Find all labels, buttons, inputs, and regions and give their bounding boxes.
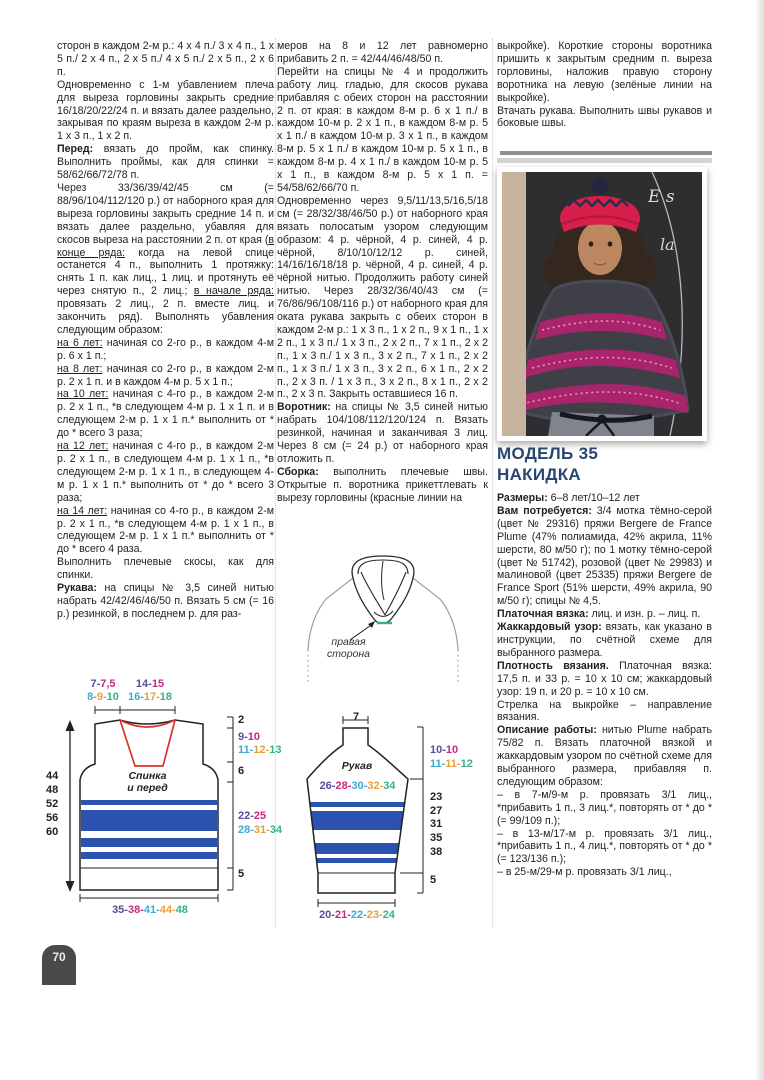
photo-content	[502, 172, 702, 436]
model-heading	[497, 444, 712, 485]
paragraph: Одновременно через 9,5/11/13,5/16,5/18 см (= 28/32/38/46/50 р.) от наборного края вязать полосатым узором следующим образом: 4 р. чёрной, 4 р. синей, 4 р. чёрной, 8/10/10/12/12 р. синей, 14/16/16/18/18 р. чёрной, 4 р. синей, 4 р. чёрной нитью. Продолжить работу синей нитью. Через 28/32/36/40/43 см (= 76/86/96/108/116 р.) от наборного края для оката рукава закрыть с обеих сторон в каждом 2-м р.: 1 х 3 п., 1 х 2 п., 9 х 1 п., 1 х 2 п., 1 х 3 п./ 1 х 3 п., 2 х 2 п., 7 х 1 п., 2 х 2 п., 1 х 3 п./ 1 х 3 п., 3 х 2 п., 7 х 1 п., 2 х 2 п., 1 х 3 п./ 1 х 3 п., 3 х 2 п., 6 х 1 п., 2 х 2 п., 2 х 3 п. / 1 х 3 п., 3 х 2 п., 8 х 1 п., 2 х 2 п., 2 х 3 п. Закрыть оставшиеся 16 п.	[277, 194, 488, 401]
chalk-writing: la	[660, 235, 675, 254]
paragraph: Сборка: выполнить плечевые швы. Открытые п. воротника прикеттлевать к вырезу горловины (красные линии на	[277, 465, 488, 504]
column-left	[57, 40, 274, 621]
section-divider	[497, 158, 712, 163]
column-right-bottom	[497, 492, 712, 879]
vest-side-measure: 2	[238, 714, 245, 726]
sleeve-label: Рукав	[341, 760, 373, 772]
vest-top-measure: 16-17-18	[127, 691, 173, 703]
collar-label: правая сторона	[326, 636, 370, 660]
paragraph: Вам потребуется: 3/4 мотка тёмно-серой (цвет № 29316) пряжи Bergere de France Plume (47% полиамида, 42% акрила, 11% шерсти, 80 м/50 г); по 1 мотку тёмно-серой (цвет № 51742), розовой (цвет № 29983) и малиновой (цвет 25335) пряжи Bergere de France Sport (51% шерсти, 49% акрила, 90 м/50 г); спицы № 4,5.	[497, 504, 713, 608]
paragraph: на 8 лет: начиная со 2-го р., в каждом 2-м р. 2 х 1 п. и в каждом 4-м р. 5 х 1 п.;	[57, 362, 274, 388]
sleeve-side-measure: 23	[430, 791, 443, 803]
collar-schematic-drawing	[295, 552, 475, 692]
vest-top-measure: 7-7,5	[90, 678, 116, 690]
page-edge-shade	[755, 0, 764, 1080]
paragraph: Размеры: 6–8 лет/10–12 лет	[497, 492, 640, 504]
paragraph: сторон в каждом 2-м р.: 4 х 4 п./ 3 х 4 п., 1 х 5 п./ 2 х 4 п., 2 х 5 п./ 4 х 5 п./ 2 х 5 п., 2 х 6 п.	[57, 40, 274, 78]
vest-side-measure: 11-12-13	[238, 744, 282, 756]
paragraph: Стрелка на выкройке – направление вязания.	[497, 698, 712, 724]
column-separator	[492, 38, 493, 928]
vest-top-measure: 8-9-10	[87, 691, 119, 703]
vest-top-measure: 14-15	[135, 678, 165, 690]
vest-side-measure: 28-31-34	[238, 824, 283, 836]
stripe-pattern	[81, 800, 217, 859]
sleeve-top-measure: 7	[352, 711, 360, 723]
sleeve-outline	[307, 728, 408, 893]
column-separator	[275, 38, 276, 928]
paragraph: – в 25-м/29-м р. провязать 3/1 лиц.,	[497, 866, 672, 879]
vest-side-measure: 6	[238, 765, 245, 777]
vest-side-measure: 9-10	[238, 731, 261, 743]
sleeve-side-measure: 27	[430, 805, 443, 817]
paragraph: меров на 8 и 12 лет равномерно прибавить 2 п. = 42/44/46/48/50 п.	[277, 40, 488, 65]
paragraph: Описание работы: нитью Plume набрать 75/82 п. Вязать платочной вязкой и жаккардовым узором по счётной схеме для выбранного размера, прибавляя п. следующим образом:	[497, 724, 712, 788]
stripe-pattern	[300, 802, 420, 863]
vest-label: Спинка и перед	[127, 770, 168, 794]
paragraph: Перед: вязать до пройм, как спинку. Выполнить проймы, как для спинки = 58/62/66/72/78 п.	[57, 143, 274, 182]
photo-illustration	[502, 172, 702, 436]
vest-side-measure: 5	[238, 868, 245, 880]
vest-bottom-measure: 35-38-41-44-48	[112, 904, 188, 916]
sleeve-side-measure: 5	[430, 874, 437, 886]
sleeve-side-measure: 35	[430, 832, 443, 844]
column-middle	[277, 40, 488, 505]
hat-pompom	[592, 178, 608, 194]
column-right-top	[497, 40, 712, 130]
vest-length-measure: 56	[46, 812, 59, 824]
sleeve-side-measure: 10-10	[430, 744, 459, 756]
vest-length-measure: 44	[46, 770, 59, 782]
paragraph: Плотность вязания. Платочная вязка: 17,5 п. и 33 р. = 10 х 10 см; жаккардовый узор: 19 п. и 20 р. = 10 х 10 см.	[497, 659, 712, 698]
sleeve-schematic-drawing	[280, 690, 450, 920]
model-number: МОДЕЛЬ 35	[497, 444, 599, 463]
paragraph: Одновременно с 1-м убавлением плеча для выреза горловины закрыть средние 16/18/20/22/24 п. и вязать далее раздельно, закрывая по краям выреза в каждом 2-м р. 1 х 3 п., 1 х 2 п.	[57, 78, 274, 143]
paragraph: на 14 лет: начиная со 4-го р., в каждом 2-м р. 2 х 1 п., *в следующем 4-м р. 1 х 1 п., в следующем 2-м р. 1 х 1 п.* выполнить от * до * всего 4 раза.	[57, 504, 274, 556]
paragraph: – в 7-м/9-м р. провязать 3/1 лиц., *прибавить 1 п., 3 лиц.*, повторять от * до * (= 99/109 п.);	[497, 788, 712, 827]
collar-outline	[352, 556, 414, 623]
page-number-tab	[42, 945, 76, 985]
vest-schematic-drawing	[40, 676, 240, 926]
vest-length-measure: 52	[46, 798, 59, 810]
paragraph: – в 13-м/17-м р. провязать 3/1 лиц., *прибавить 1 п., 4 лиц.*, повторять от * до * (= 123/136 п.);	[497, 827, 712, 866]
paragraph: Рукава: на спицы № 3,5 синей нитью набрать 42/42/46/46/50 п. Вязать 5 см (= 16 р.) резинкой, в последнем р. для раз-	[57, 582, 274, 620]
paragraph: Воротник: на спицы № 3,5 синей нитью набрать 104/108/112/120/124 п. Вязать резинкой, начиная и заканчивая 3 лиц. Через 8 см (= 24 р.) от наборного края отложить п.	[277, 401, 488, 465]
vest-side-measure: 22-25	[238, 810, 267, 822]
vest-length-measure: 60	[46, 826, 59, 838]
chalk-writing: E s	[648, 187, 675, 207]
paragraph: выкройке). Короткие стороны воротника пришить к закрытым средним п. выреза горловины, наложив правую сторону воротника на левую (зелёные линии на выкройке).	[497, 40, 712, 104]
sleeve-bottom-measure: 20-21-22-23-24	[319, 909, 395, 921]
wall-strip	[502, 172, 526, 436]
paragraph: Перейти на спицы № 4 и продолжить работу лиц. гладью, для скосов рукава прибавляя с обеих сторон на расстоянии 2 п. от края: в каждом 8-м р. 6 х 1 п./ в каждом 10-м р. 2 х 1 п., в каждом 8-м р. 5 х 1 п./ в каждом 10-м р. 3 х 1 п., в каждом 8-м р. 5 х 1 п./ в каждом 10-м р. 5 х 1 п., в каждом 8-м р. 4 х 1 п./ в каждом 10-м р. 5 х 1 п., в каждом 8-м р. 5 х 1 п. = 54/58/62/66/70 п.	[277, 65, 488, 194]
sleeve-side-measure: 38	[430, 846, 443, 858]
paragraph: Втачать рукава. Выполнить швы рукавов и боковые швы.	[497, 104, 712, 130]
knit-direction-arrow	[66, 720, 75, 892]
red-neckline	[120, 720, 175, 766]
paragraph: на 6 лет: начиная со 2-го р., в каждом 4-м р. 6 х 1 п.;	[57, 336, 274, 362]
paragraph: Выполнить плечевые скосы, как для спинки.	[57, 556, 274, 582]
paragraph: Через 33/36/39/42/45 см (= 88/96/104/112/120 р.) от наборного края для выреза горловины закрыть средние 14 п. и вязать далее раздельно, убавляя для скосов выреза на расстоянии 2 п. от края (в конце ряда: когда на левой спице останется 4 п., выполнить 1 протяжку: снять 1 п. как лиц., 1 лиц. и протянуть её через снятую п., 2 лиц.; в начале ряда: провязать 2 лиц., 2 п. вместе лиц. и закончить ряд). Выполнять убавления следующим образом:	[57, 181, 274, 336]
section-divider	[500, 151, 712, 155]
model-name: НАКИДКА	[497, 464, 582, 484]
paragraph: Платочная вязка: лиц. и изн. р. – лиц. п.	[497, 608, 701, 621]
vest-length-measure: 48	[46, 784, 59, 796]
sleeve-width-measure: 26-28-30-32-34	[319, 780, 396, 792]
page-number: 70	[52, 950, 66, 964]
model-photo	[497, 167, 707, 441]
paragraph: на 12 лет: начиная с 4-го р., в каждом 2-м р. 2 х 1 п., в следующем 4-м р. 1 х 1 п., *в следующем 2-м р. 1 х 1 п., в следующем 4-м р. 1 х 1 п.* выполнить от * до * всего 3 раза;	[57, 440, 274, 504]
paragraph: Жаккардовый узор: вязать, как указано в инструкции, по счётной схеме для выбранного размера.	[497, 621, 712, 659]
sleeve-side-measure: 31	[430, 818, 443, 830]
sleeve-side-measure: 11-11-12	[430, 758, 473, 770]
child-face	[578, 221, 622, 275]
paragraph: на 10 лет: начиная с 4-го р., в каждом 2-м р. 2 х 1 п., *в следующем 4-м р. 1 х 1 п. и в следующем 2-м р. 1 х 1 п.* выполнить от * до * всего 3 раза;	[57, 388, 274, 440]
